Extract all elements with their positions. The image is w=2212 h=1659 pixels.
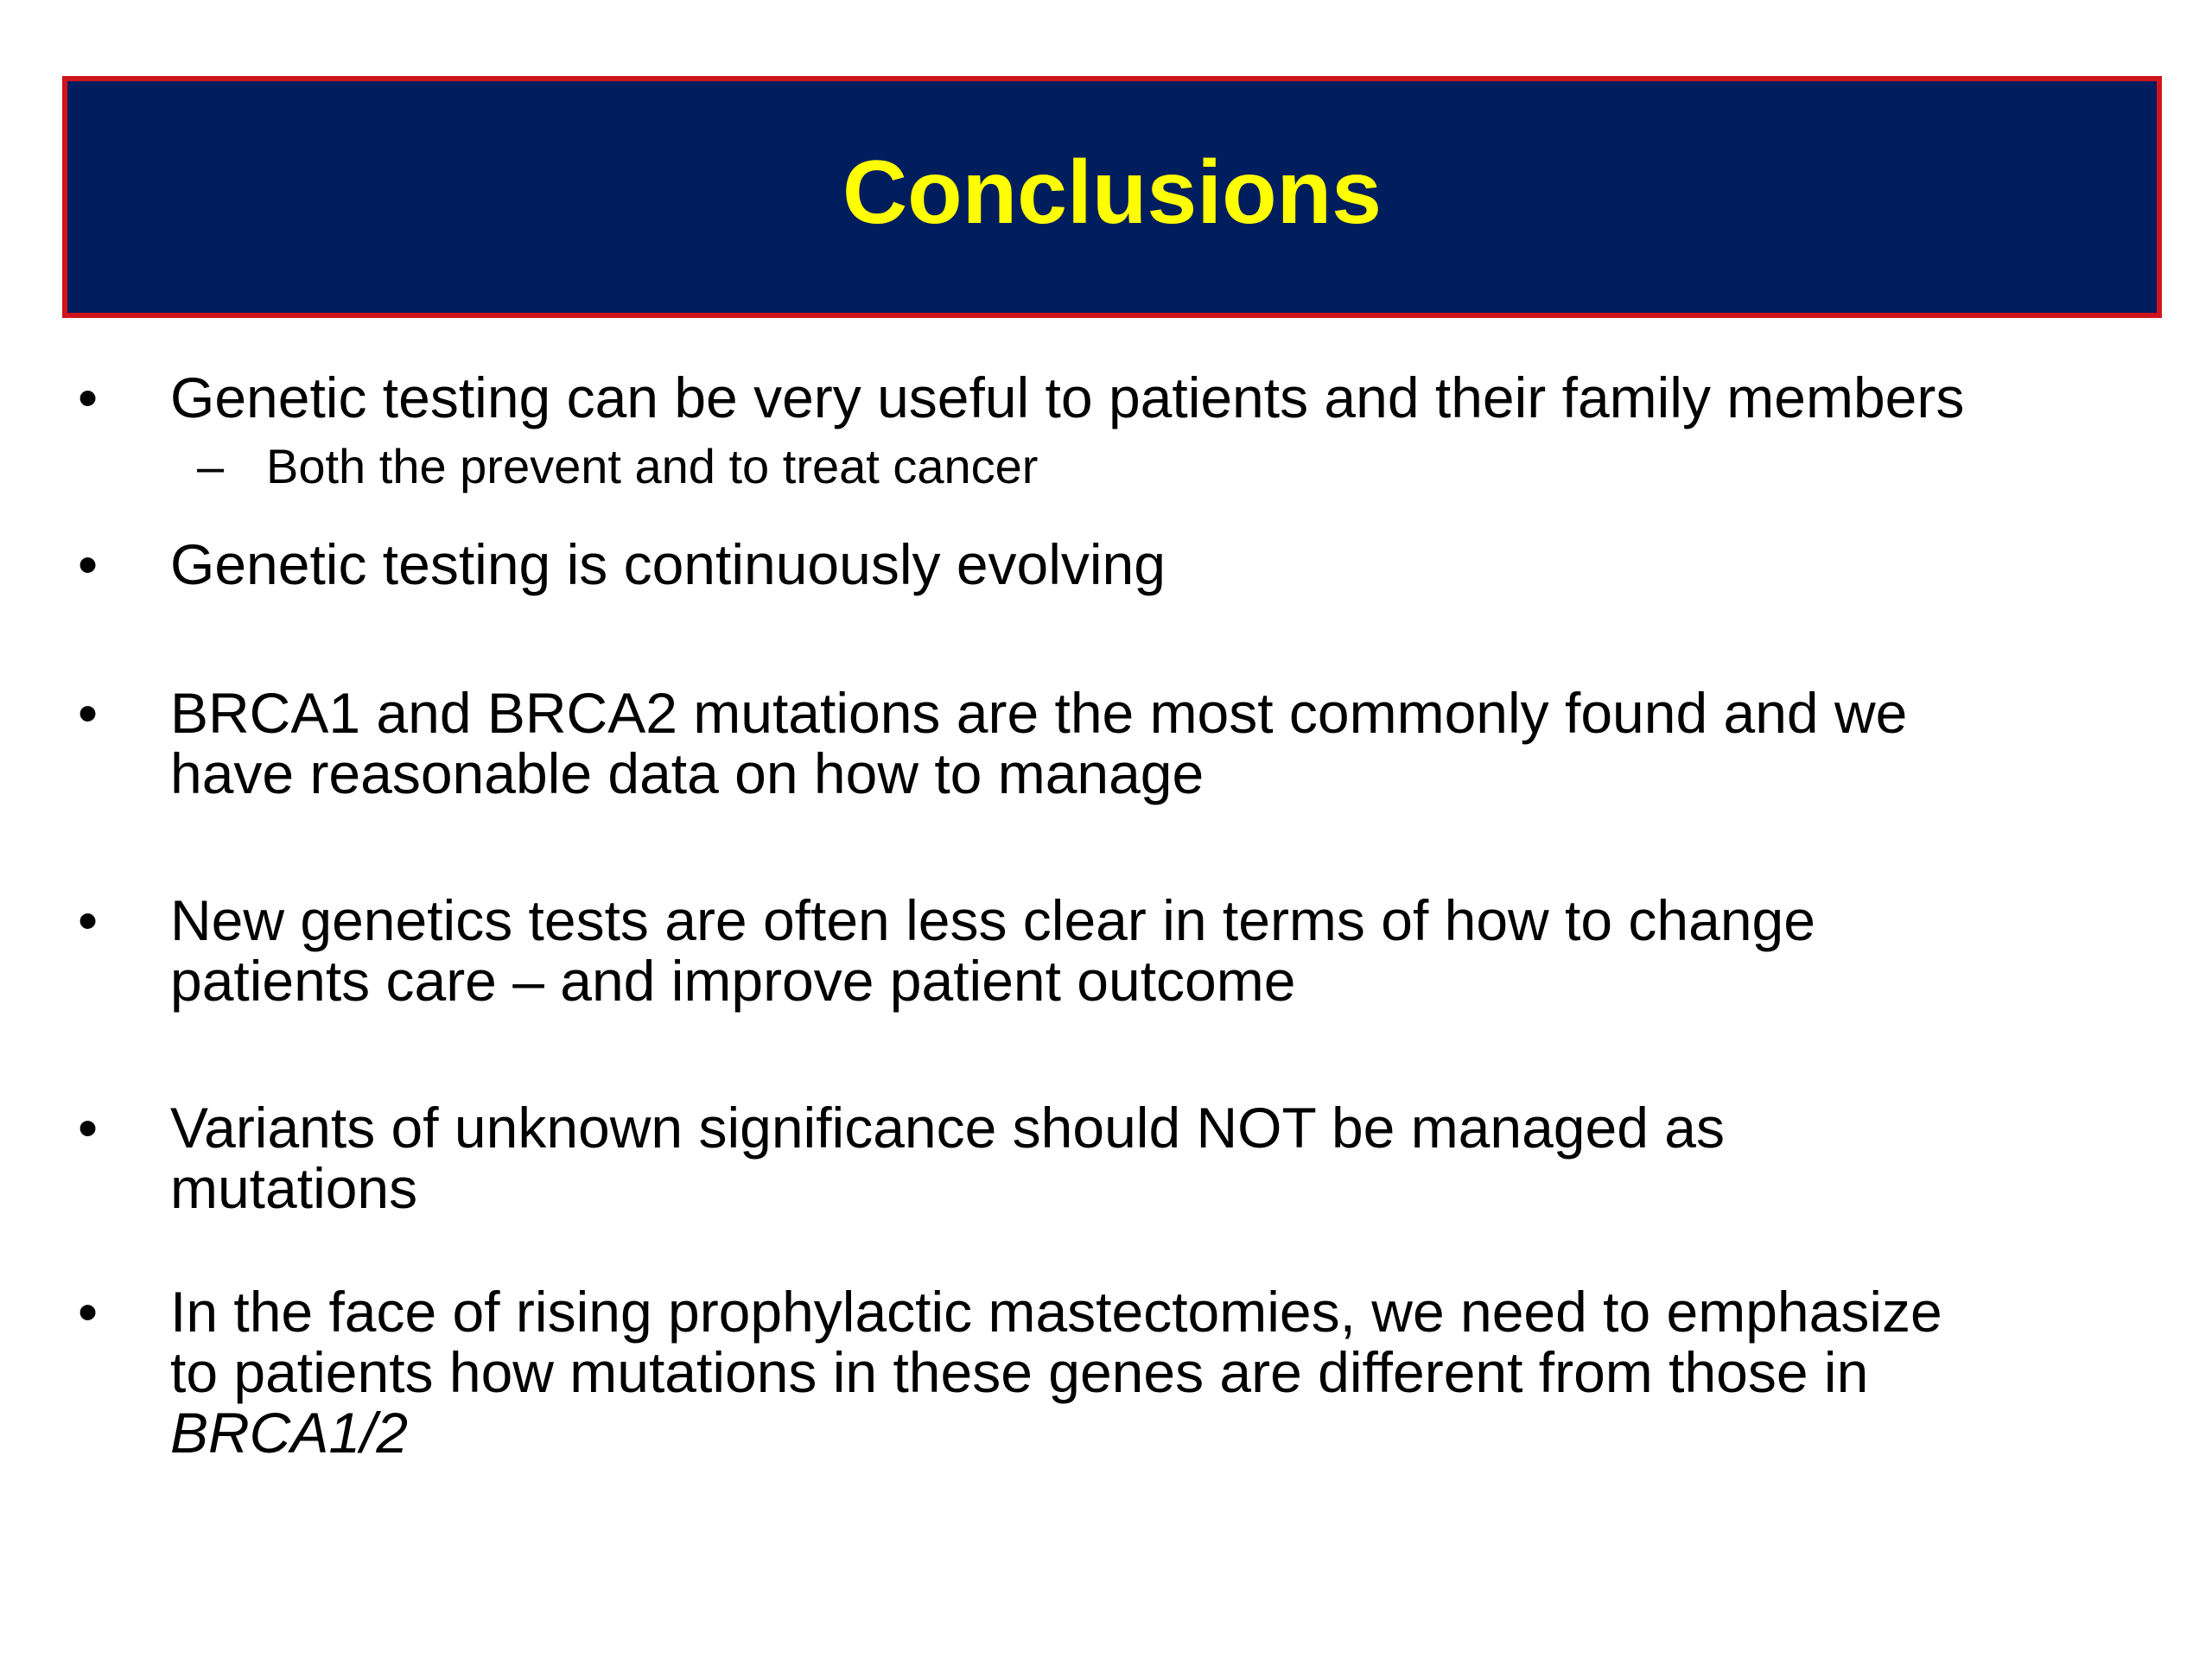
bullet-line: In the face of rising prophylactic mastectomies, we need to emphasize — [170, 1280, 1942, 1344]
bullet-dot: • — [78, 1280, 99, 1344]
bullet-line: Variants of unknown significance should NOT be managed as — [170, 1096, 1725, 1160]
sub-bullet-text: Both the prevent and to treat cancer — [266, 439, 1039, 493]
bullet-line: to patients how mutations in these genes are different from those in — [170, 1340, 1869, 1404]
bullet-dot: • — [78, 532, 99, 596]
sub-bullet-dash: – — [197, 439, 225, 493]
bullet-dot: • — [78, 365, 99, 429]
bullet-line: New genetics tests are often less clear in terms of how to change — [170, 888, 1815, 952]
bullet-dot: • — [78, 888, 99, 952]
bullet-dot: • — [78, 681, 99, 745]
bullet-line: patients care – and improve patient outcome — [170, 949, 1296, 1013]
bullet-text — [170, 683, 2166, 804]
bullet-text — [170, 1097, 2166, 1218]
bullet-line-italic: BRCA1/2 — [170, 1401, 409, 1465]
bullet-text — [170, 1281, 2166, 1463]
bullet-line: mutations — [170, 1156, 418, 1220]
bullet-text — [170, 890, 2166, 1011]
bullet-text: Genetic testing is continuously evolving — [170, 532, 1166, 596]
slide-title: Conclusions — [842, 143, 1382, 243]
bullet-text: Genetic testing can be very useful to patients and their family members — [170, 365, 1965, 429]
bullet-dot: • — [78, 1096, 99, 1160]
bullet-line: BRCA1 and BRCA2 mutations are the most commonly found and we — [170, 681, 1908, 745]
bullet-line: have reasonable data on how to manage — [170, 741, 1205, 805]
